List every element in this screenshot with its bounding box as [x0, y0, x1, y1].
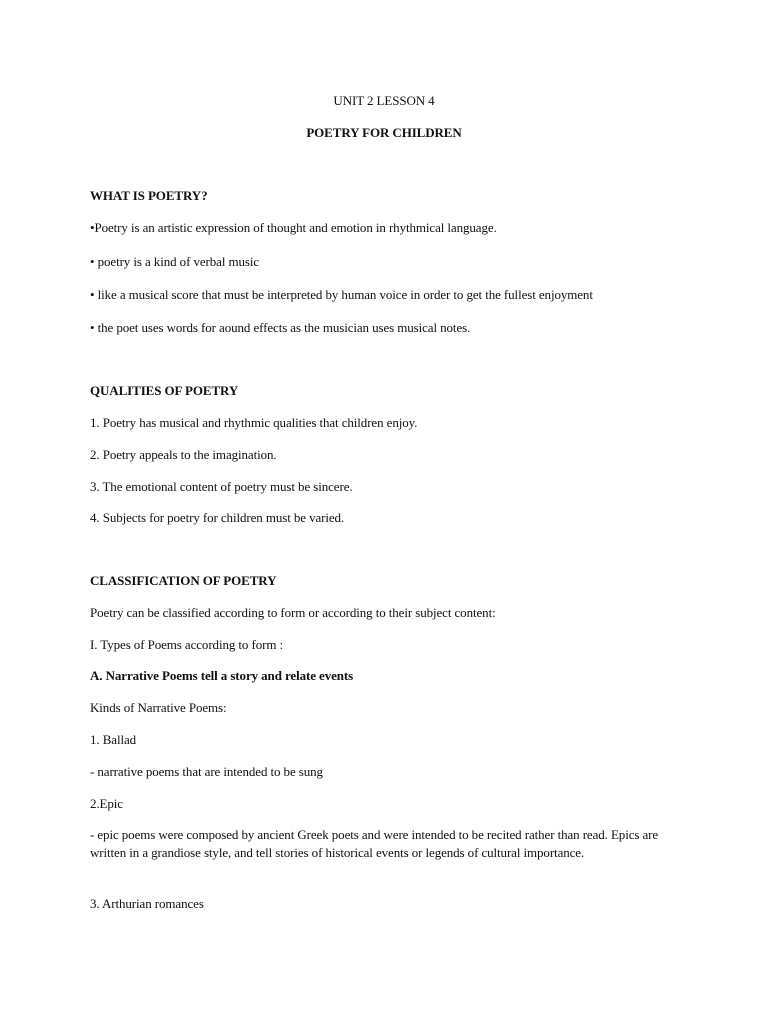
document-title: POETRY FOR CHILDREN	[306, 125, 462, 140]
poetry-bullet: • like a musical score that must be interpreted by human voice in order to get the fullest enjoyment	[90, 287, 593, 302]
quality-item: 3. The emotional content of poetry must be sincere.	[90, 479, 353, 494]
epic-description: - epic poems were composed by ancient Greek poets and were intended to be recited rather than read. Epics are written in a grandiose style, and tell stories of historical events or legends of cultural importance.	[90, 827, 659, 860]
poetry-bullet: •Poetry is an artistic expression of thought and emotion in rhythmical language.	[90, 220, 497, 235]
heading-what-is-poetry: WHAT IS POETRY?	[90, 188, 208, 203]
poetry-bullet: • poetry is a kind of verbal music	[90, 254, 260, 269]
types-label: I. Types of Poems according to form :	[90, 637, 284, 652]
quality-item: 4. Subjects for poetry for children must be varied.	[90, 510, 345, 525]
heading-qualities: QUALITIES OF POETRY	[90, 383, 239, 398]
heading-classification: CLASSIFICATION OF POETRY	[90, 573, 277, 588]
narrative-heading: A. Narrative Poems tell a story and relate events	[90, 668, 354, 683]
arthurian-label: 3. Arthurian romances	[90, 896, 204, 911]
kinds-label: Kinds of Narrative Poems:	[90, 700, 227, 715]
epic-label: 2.Epic	[90, 796, 123, 811]
quality-item: 2. Poetry appeals to the imagination.	[90, 447, 277, 462]
ballad-label: 1. Ballad	[90, 732, 137, 747]
poetry-bullet: • the poet uses words for aound effects as the musician uses musical notes.	[90, 320, 471, 335]
quality-item: 1. Poetry has musical and rhythmic qualities that children enjoy.	[90, 415, 418, 430]
classification-intro: Poetry can be classified according to form or according to their subject content:	[90, 605, 496, 620]
unit-label: UNIT 2 LESSON 4	[333, 93, 435, 108]
ballad-description: - narrative poems that are intended to be sung	[90, 764, 323, 779]
